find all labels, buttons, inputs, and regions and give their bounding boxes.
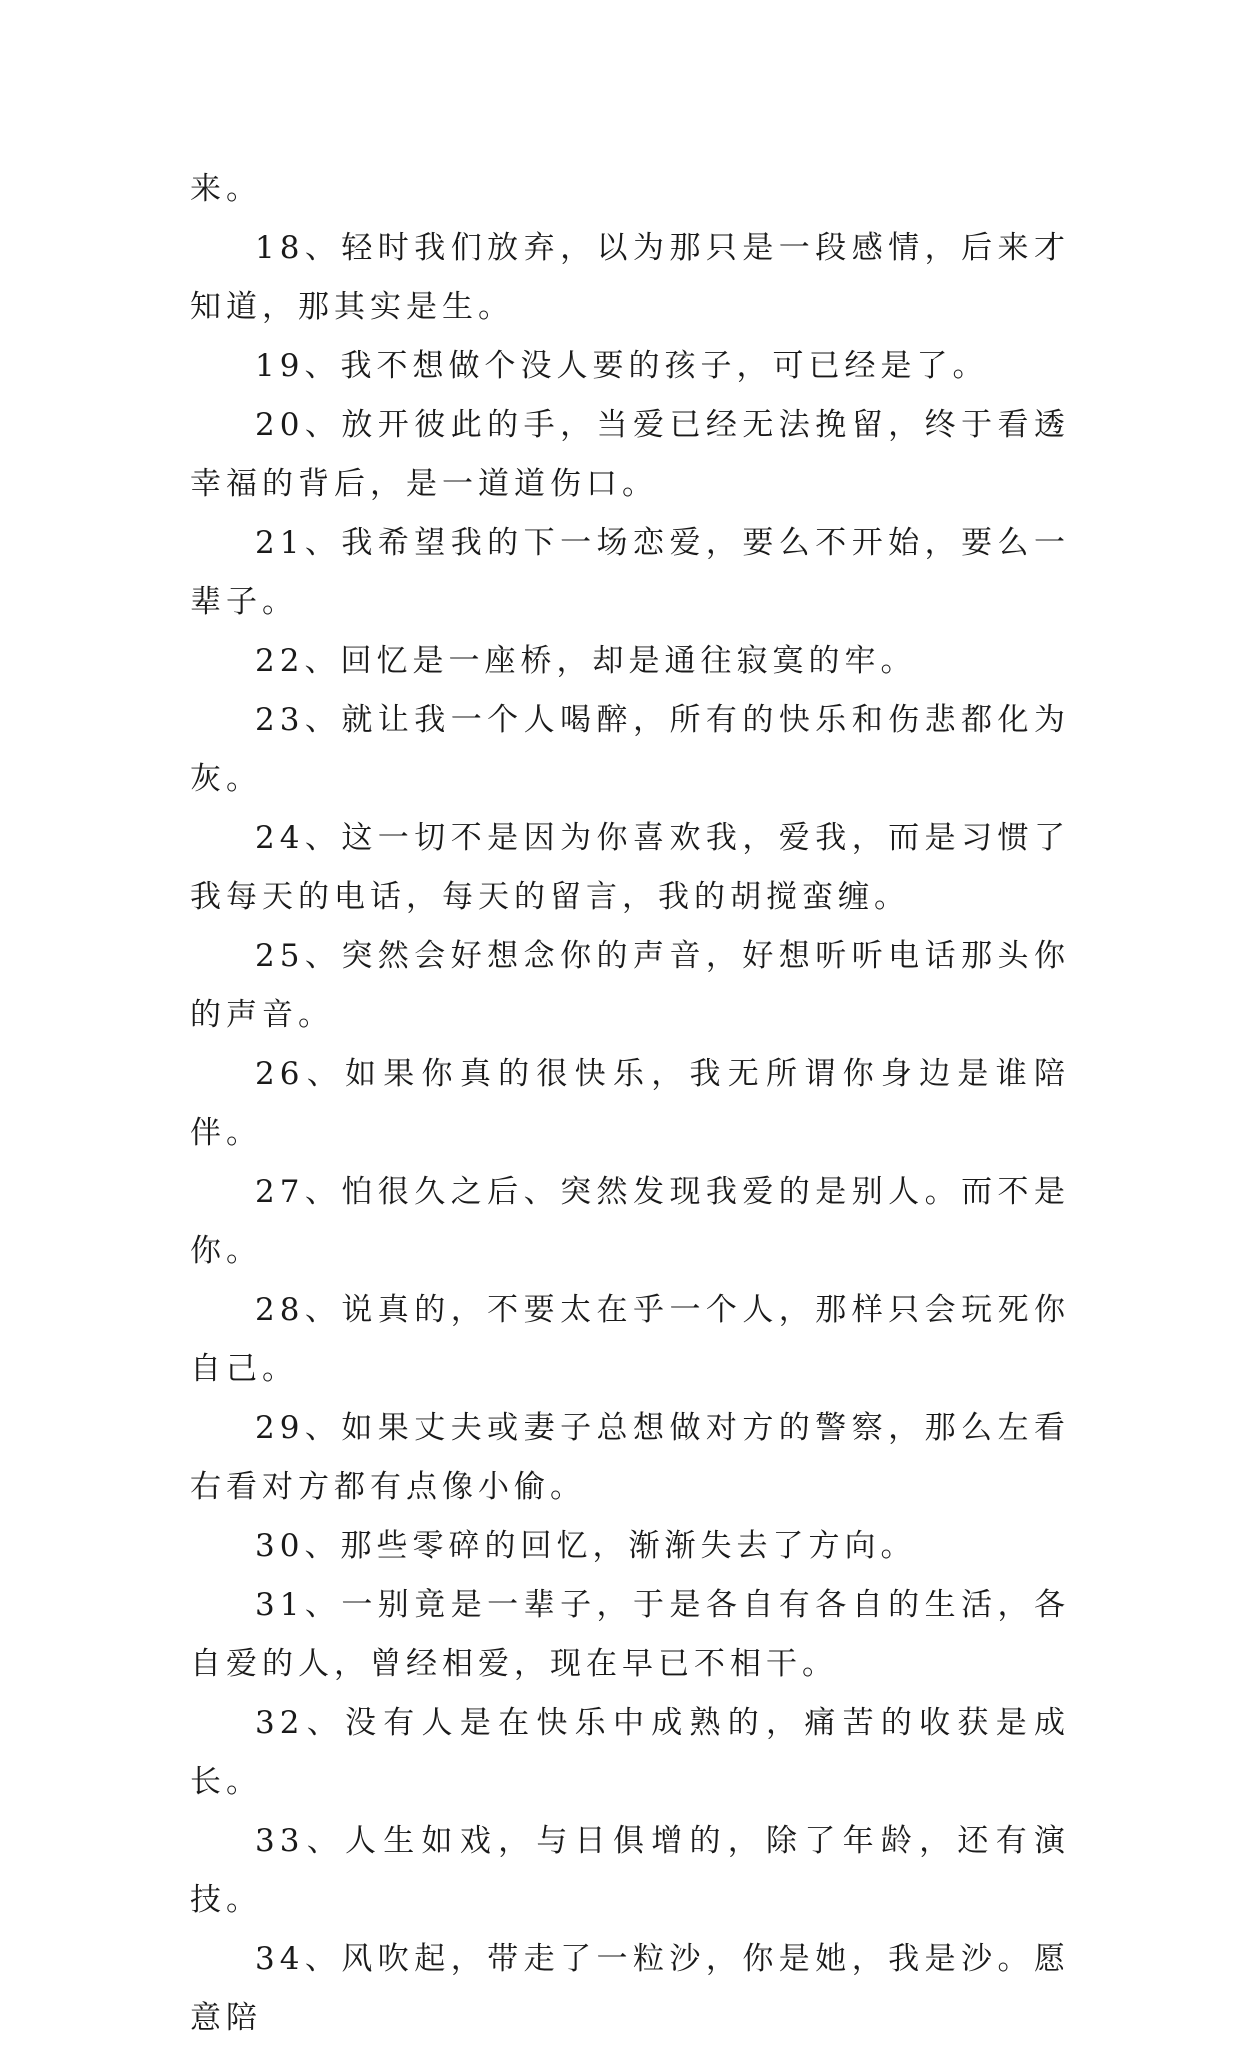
paragraph-24: 24、这一切不是因为你喜欢我，爱我，而是习惯了我每天的电话，每天的留言，我的胡搅蛮缠。 bbox=[190, 820, 1070, 915]
paragraph-22: 22、回忆是一座桥，却是通往寂寞的牢。 bbox=[255, 643, 917, 679]
paragraph-continuation: 来。 bbox=[190, 171, 262, 207]
paragraph-28: 28、说真的，不要太在乎一个人，那样只会玩死你自己。 bbox=[190, 1292, 1070, 1387]
paragraph-31: 31、一别竟是一辈子，于是各自有各自的生活，各自爱的人，曾经相爱，现在早已不相干。 bbox=[190, 1587, 1070, 1682]
paragraph-25: 25、突然会好想念你的声音，好想听听电话那头你的声音。 bbox=[190, 938, 1070, 1033]
paragraph-32: 32、没有人是在快乐中成熟的，痛苦的收获是成长。 bbox=[190, 1705, 1070, 1800]
paragraph-27: 27、怕很久之后、突然发现我爱的是别人。而不是你。 bbox=[190, 1174, 1070, 1269]
paragraph-20: 20、放开彼此的手，当爱已经无法挽留，终于看透幸福的背后，是一道道伤口。 bbox=[190, 407, 1070, 502]
document-body bbox=[190, 160, 1070, 2048]
paragraph-34: 34、风吹起，带走了一粒沙，你是她，我是沙。愿意陪 bbox=[190, 1941, 1070, 2036]
paragraph-18: 18、轻时我们放弃，以为那只是一段感情，后来才知道，那其实是生。 bbox=[190, 230, 1070, 325]
paragraph-21: 21、我希望我的下一场恋爱，要么不开始，要么一辈子。 bbox=[190, 525, 1070, 620]
paragraph-33: 33、人生如戏，与日俱增的，除了年龄，还有演技。 bbox=[190, 1823, 1070, 1918]
paragraph-19: 19、我不想做个没人要的孩子，可已经是了。 bbox=[255, 348, 989, 384]
paragraph-23: 23、就让我一个人喝醉，所有的快乐和伤悲都化为灰。 bbox=[190, 702, 1070, 797]
paragraph-29: 29、如果丈夫或妻子总想做对方的警察，那么左看右看对方都有点像小偷。 bbox=[190, 1410, 1070, 1505]
paragraph-26: 26、如果你真的很快乐，我无所谓你身边是谁陪伴。 bbox=[190, 1056, 1070, 1151]
paragraph-30: 30、那些零碎的回忆，渐渐失去了方向。 bbox=[255, 1528, 917, 1564]
